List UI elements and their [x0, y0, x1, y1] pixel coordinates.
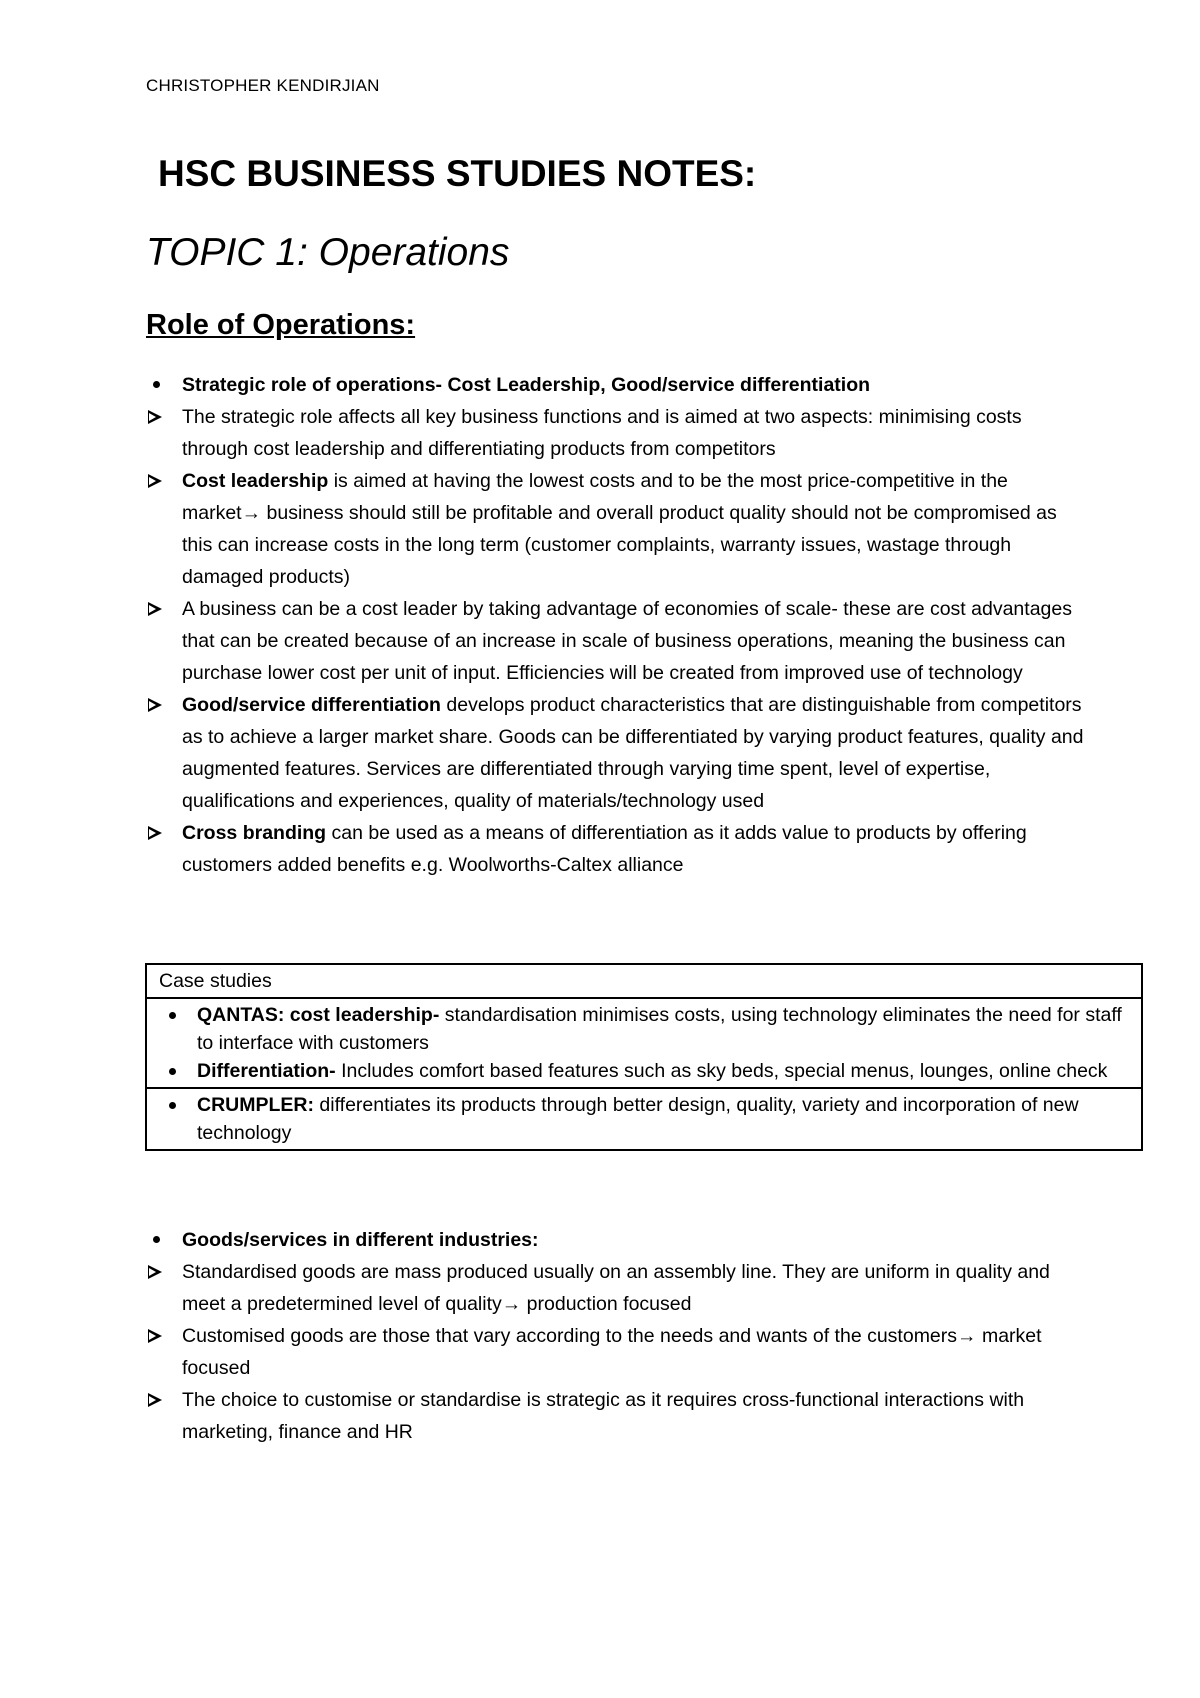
bullet-icon — [153, 381, 160, 388]
strategic-role-section — [146, 369, 1086, 881]
list-item — [146, 1256, 1086, 1320]
bullet-icon — [169, 1068, 176, 1075]
point-text: A business can be a cost leader by taking advantage of economies of scale- these are cost advantages that can be created because of an increase in scale of business operations, meaning the business can purchase lower cost per unit of input. Efficiencies will be created from improved use of technology — [182, 598, 1072, 684]
point-bold: Good/service differentiation — [182, 694, 441, 716]
case-studies-header: Case studies — [147, 965, 1141, 999]
arrow-bullet-icon — [148, 1329, 162, 1343]
arrow-bullet-icon — [148, 826, 162, 840]
list-item — [146, 369, 1086, 401]
author-name: CHRISTOPHER KENDIRJIAN — [146, 76, 380, 95]
point-text: market focused — [182, 1325, 1042, 1379]
goods-services-section — [146, 1224, 1086, 1448]
list-item — [146, 1224, 1086, 1256]
case-item — [159, 1001, 1131, 1057]
right-arrow-icon: → — [501, 1293, 522, 1315]
arrow-bullet-icon — [148, 602, 162, 616]
topic-title: TOPIC 1: Operations — [146, 231, 510, 274]
list-item — [146, 401, 1086, 465]
case-item — [159, 1057, 1131, 1085]
section-heading: Role of Operations: — [146, 309, 416, 341]
case-studies-table — [145, 963, 1143, 1151]
bullet-icon — [153, 1236, 160, 1243]
arrow-bullet-icon — [148, 698, 162, 712]
case-text: differentiates its products through better design, quality, variety and incorporation of new technology — [197, 1094, 1079, 1144]
point-text: The choice to customise or standardise is strategic as it requires cross-functional interactions with marketing, finance and HR — [182, 1389, 1025, 1443]
list-item — [146, 1320, 1086, 1384]
point-bold: Cost leadership — [182, 470, 329, 492]
bullet-text: Goods/services in different industries: — [182, 1229, 539, 1251]
arrow-bullet-icon — [148, 474, 162, 488]
case-bold: QANTAS: cost leadership- — [197, 1004, 440, 1026]
case-text: standardisation minimises costs, using technology eliminates the need for staff to interface with customers — [197, 1004, 1122, 1054]
list-item — [146, 1384, 1086, 1448]
point-text: The strategic role affects all key business functions and is aimed at two aspects: minimising costs through cost leadership and differentiating products from competitors — [182, 406, 1022, 460]
list-item — [146, 465, 1086, 593]
point-text: is aimed at having the lowest costs and to be the most price-competitive in the market — [182, 470, 1008, 524]
table-row — [147, 1089, 1141, 1149]
point-text: business should still be profitable and overall product quality should not be compromised as this can increase costs in the long term (customer complaints, warranty issues, wastage through damaged products) — [182, 502, 1057, 588]
point-text: production focused — [521, 1293, 692, 1315]
point-text: Standardised goods are mass produced usually on an assembly line. They are uniform in quality and meet a predetermined level of quality — [182, 1261, 1050, 1315]
point-text: can be used as a means of differentiation as it adds value to products by offering customers added benefits e.g. Woolworths-Caltex alliance — [182, 822, 1027, 876]
arrow-bullet-icon — [148, 410, 162, 424]
point-text: develops product characteristics that are distinguishable from competitors as to achieve a larger market share. Goods can be differentiated by varying product features, quality and augmented features. Services are differentiated through varying time spent, level of expertise, qualifications and experiences, quality of materials/technology used — [182, 694, 1084, 812]
arrow-bullet-icon — [148, 1393, 162, 1407]
bullet-icon — [169, 1102, 176, 1109]
list-item — [146, 593, 1086, 689]
case-bold: CRUMPLER: — [197, 1094, 314, 1116]
list-item — [146, 817, 1086, 881]
point-bold: Cross branding — [182, 822, 327, 844]
arrow-bullet-icon — [148, 1265, 162, 1279]
page-title: HSC BUSINESS STUDIES NOTES: — [158, 153, 757, 194]
bullet-icon — [169, 1012, 176, 1019]
table-row — [147, 999, 1141, 1089]
point-text: Customised goods are those that vary according to the needs and wants of the customers — [182, 1325, 958, 1347]
right-arrow-icon: → — [241, 502, 262, 524]
case-item — [159, 1091, 1131, 1147]
list-item — [146, 689, 1086, 817]
bullet-text: Strategic role of operations- Cost Leadership, Good/service differentiation — [182, 374, 871, 396]
right-arrow-icon: → — [957, 1325, 977, 1347]
case-text: Includes comfort based features such as sky beds, special menus, lounges, online check — [335, 1060, 1108, 1082]
case-bold: Differentiation- — [197, 1060, 336, 1082]
